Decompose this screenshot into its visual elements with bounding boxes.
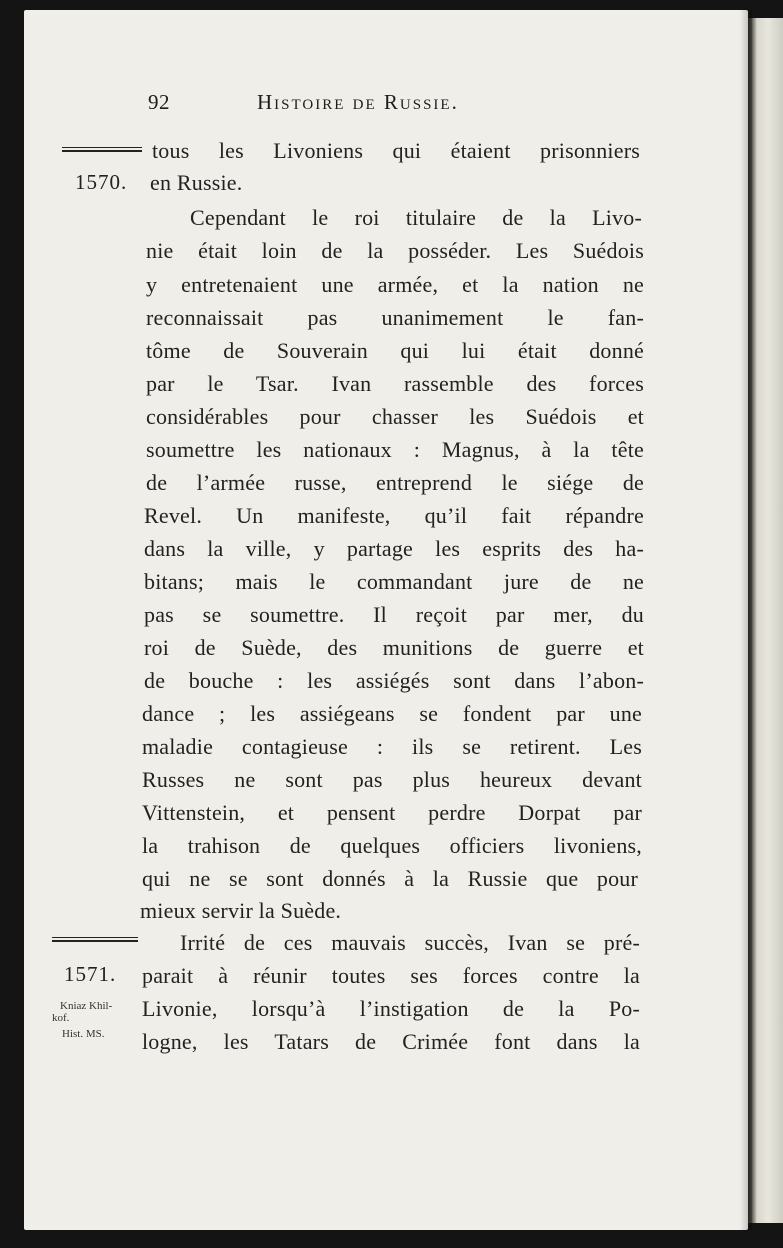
page-header — [145, 86, 545, 122]
margin-year: 1571. — [64, 962, 117, 986]
text-line: parait à réunir toutes ses forces contre la — [142, 963, 640, 988]
margin-rule — [62, 147, 142, 152]
text-line: logne, les Tatars de Crimée font dans la — [142, 1029, 640, 1054]
text-line: dans la ville, y partage les esprits des ha- — [144, 536, 644, 561]
text-line: Irrité de ces mauvais succès, Ivan se pré- — [180, 930, 640, 955]
margin-year: 1570. — [75, 170, 128, 194]
text-line: Revel. Un manifeste, qu’il fait répandre — [144, 503, 644, 528]
text-line: soumettre les nationaux : Magnus, à la tête — [146, 437, 644, 462]
text-line: la trahison de quelques officiers livoniens, — [142, 833, 642, 858]
text-line: pas se soumettre. Il reçoit par mer, du — [144, 602, 644, 627]
text-line: Russes ne sont pas plus heureux devant — [142, 767, 642, 792]
margin-note-line: kof. — [52, 1012, 70, 1024]
text-line: en Russie. — [150, 170, 243, 195]
text-line: roi de Suède, des munitions de guerre et — [144, 635, 644, 660]
text-line: de bouche : les assiégés sont dans l’abon- — [144, 668, 644, 693]
text-line: considérables pour chasser les Suédois et — [146, 404, 644, 429]
text-line: tous les Livoniens qui étaient prisonniers — [152, 138, 640, 163]
text-line: qui ne se sont donnés à la Russie que pour — [142, 866, 638, 891]
page-edge-shadow — [740, 10, 752, 1230]
text-line: de l’armée russe, entreprend le siége de — [146, 470, 644, 495]
text-line: dance ; les assiégeans se fondent par une — [142, 701, 642, 726]
page-number: 92 — [148, 90, 170, 114]
text-line: Vittenstein, et pensent perdre Dorpat par — [142, 800, 642, 825]
margin-note-line: Hist. MS. — [62, 1028, 105, 1040]
text-line: bitans; mais le commandant jure de ne — [144, 569, 644, 594]
running-title: Histoire de Russie. — [257, 90, 459, 114]
text-line: Cependant le roi titulaire de la Livo- — [190, 205, 642, 230]
adjacent-page-edge — [748, 18, 783, 1223]
margin-rule — [52, 937, 138, 942]
text-line: tôme de Souverain qui lui était donné — [146, 338, 644, 363]
text-line: par le Tsar. Ivan rassemble des forces — [146, 371, 644, 396]
margin-source-note — [52, 1000, 112, 1040]
text-line: reconnaissait pas unanimement le fan- — [146, 305, 644, 330]
text-line: y entretenaient une armée, et la nation ne — [146, 272, 644, 297]
text-line: maladie contagieuse : ils se retirent. Les — [142, 734, 642, 759]
text-line: nie était loin de la posséder. Les Suédois — [146, 238, 644, 263]
text-line: Livonie, lorsqu’à l’instigation de la Po- — [142, 996, 640, 1021]
margin-note-line: Kniaz Khil- — [60, 1000, 113, 1012]
text-line: mieux servir la Suède. — [140, 898, 342, 923]
